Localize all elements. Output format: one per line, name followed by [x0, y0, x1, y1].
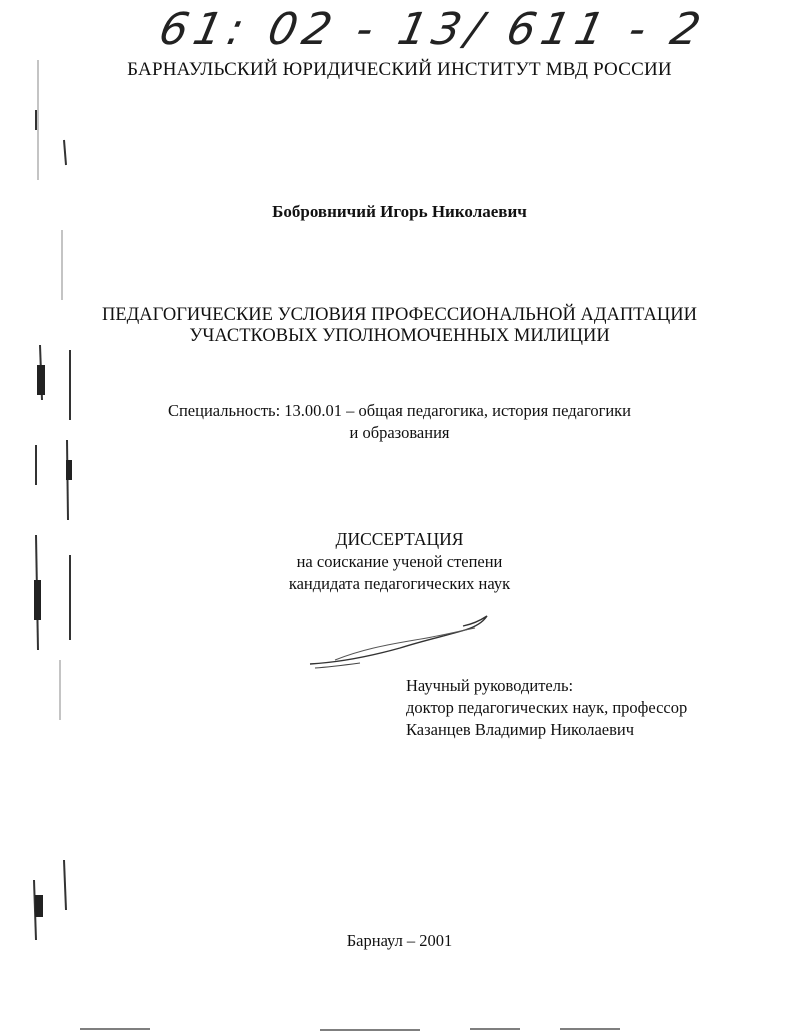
title-line-2: УЧАСТКОВЫХ УПОЛНОМОЧЕННЫХ МИЛИЦИИ: [189, 326, 610, 346]
dissertation-line-1: на соискание ученой степени: [296, 552, 503, 571]
archive-code-handwriting: 61: 02 - 13/ 611 - 2: [154, 4, 711, 55]
author-name: Бобровничий Игорь Николаевич: [272, 202, 527, 221]
scan-bottom-edge: [0, 1024, 799, 1034]
advisor-name: Казанцев Владимир Николаевич: [406, 720, 635, 739]
dissertation-title: [0, 305, 799, 347]
author-signature: [305, 610, 505, 680]
place-and-year: Барнаул – 2001: [346, 931, 453, 950]
institute-name: БАРНАУЛЬСКИЙ ЮРИДИЧЕСКИЙ ИНСТИТУТ МВД РОССИИ: [127, 59, 672, 80]
specialty: [0, 400, 799, 444]
title-line-1: ПЕДАГОГИЧЕСКИЕ УСЛОВИЯ ПРОФЕССИОНАЛЬНОЙ АДАПТАЦИИ: [101, 305, 698, 325]
advisor-degree: доктор педагогических наук, профессор: [406, 698, 688, 717]
dissertation-heading: ДИССЕРТАЦИЯ: [335, 529, 464, 549]
scientific-advisor: [406, 675, 687, 741]
specialty-line-2: и образования: [349, 423, 450, 442]
dissertation-line-2: кандидата педагогических наук: [288, 574, 511, 593]
advisor-label: Научный руководитель:: [406, 676, 574, 695]
specialty-line-1: Специальность: 13.00.01 – общая педагогика, история педагогики: [167, 401, 632, 420]
scan-edge-artifacts: [0, 0, 90, 1034]
